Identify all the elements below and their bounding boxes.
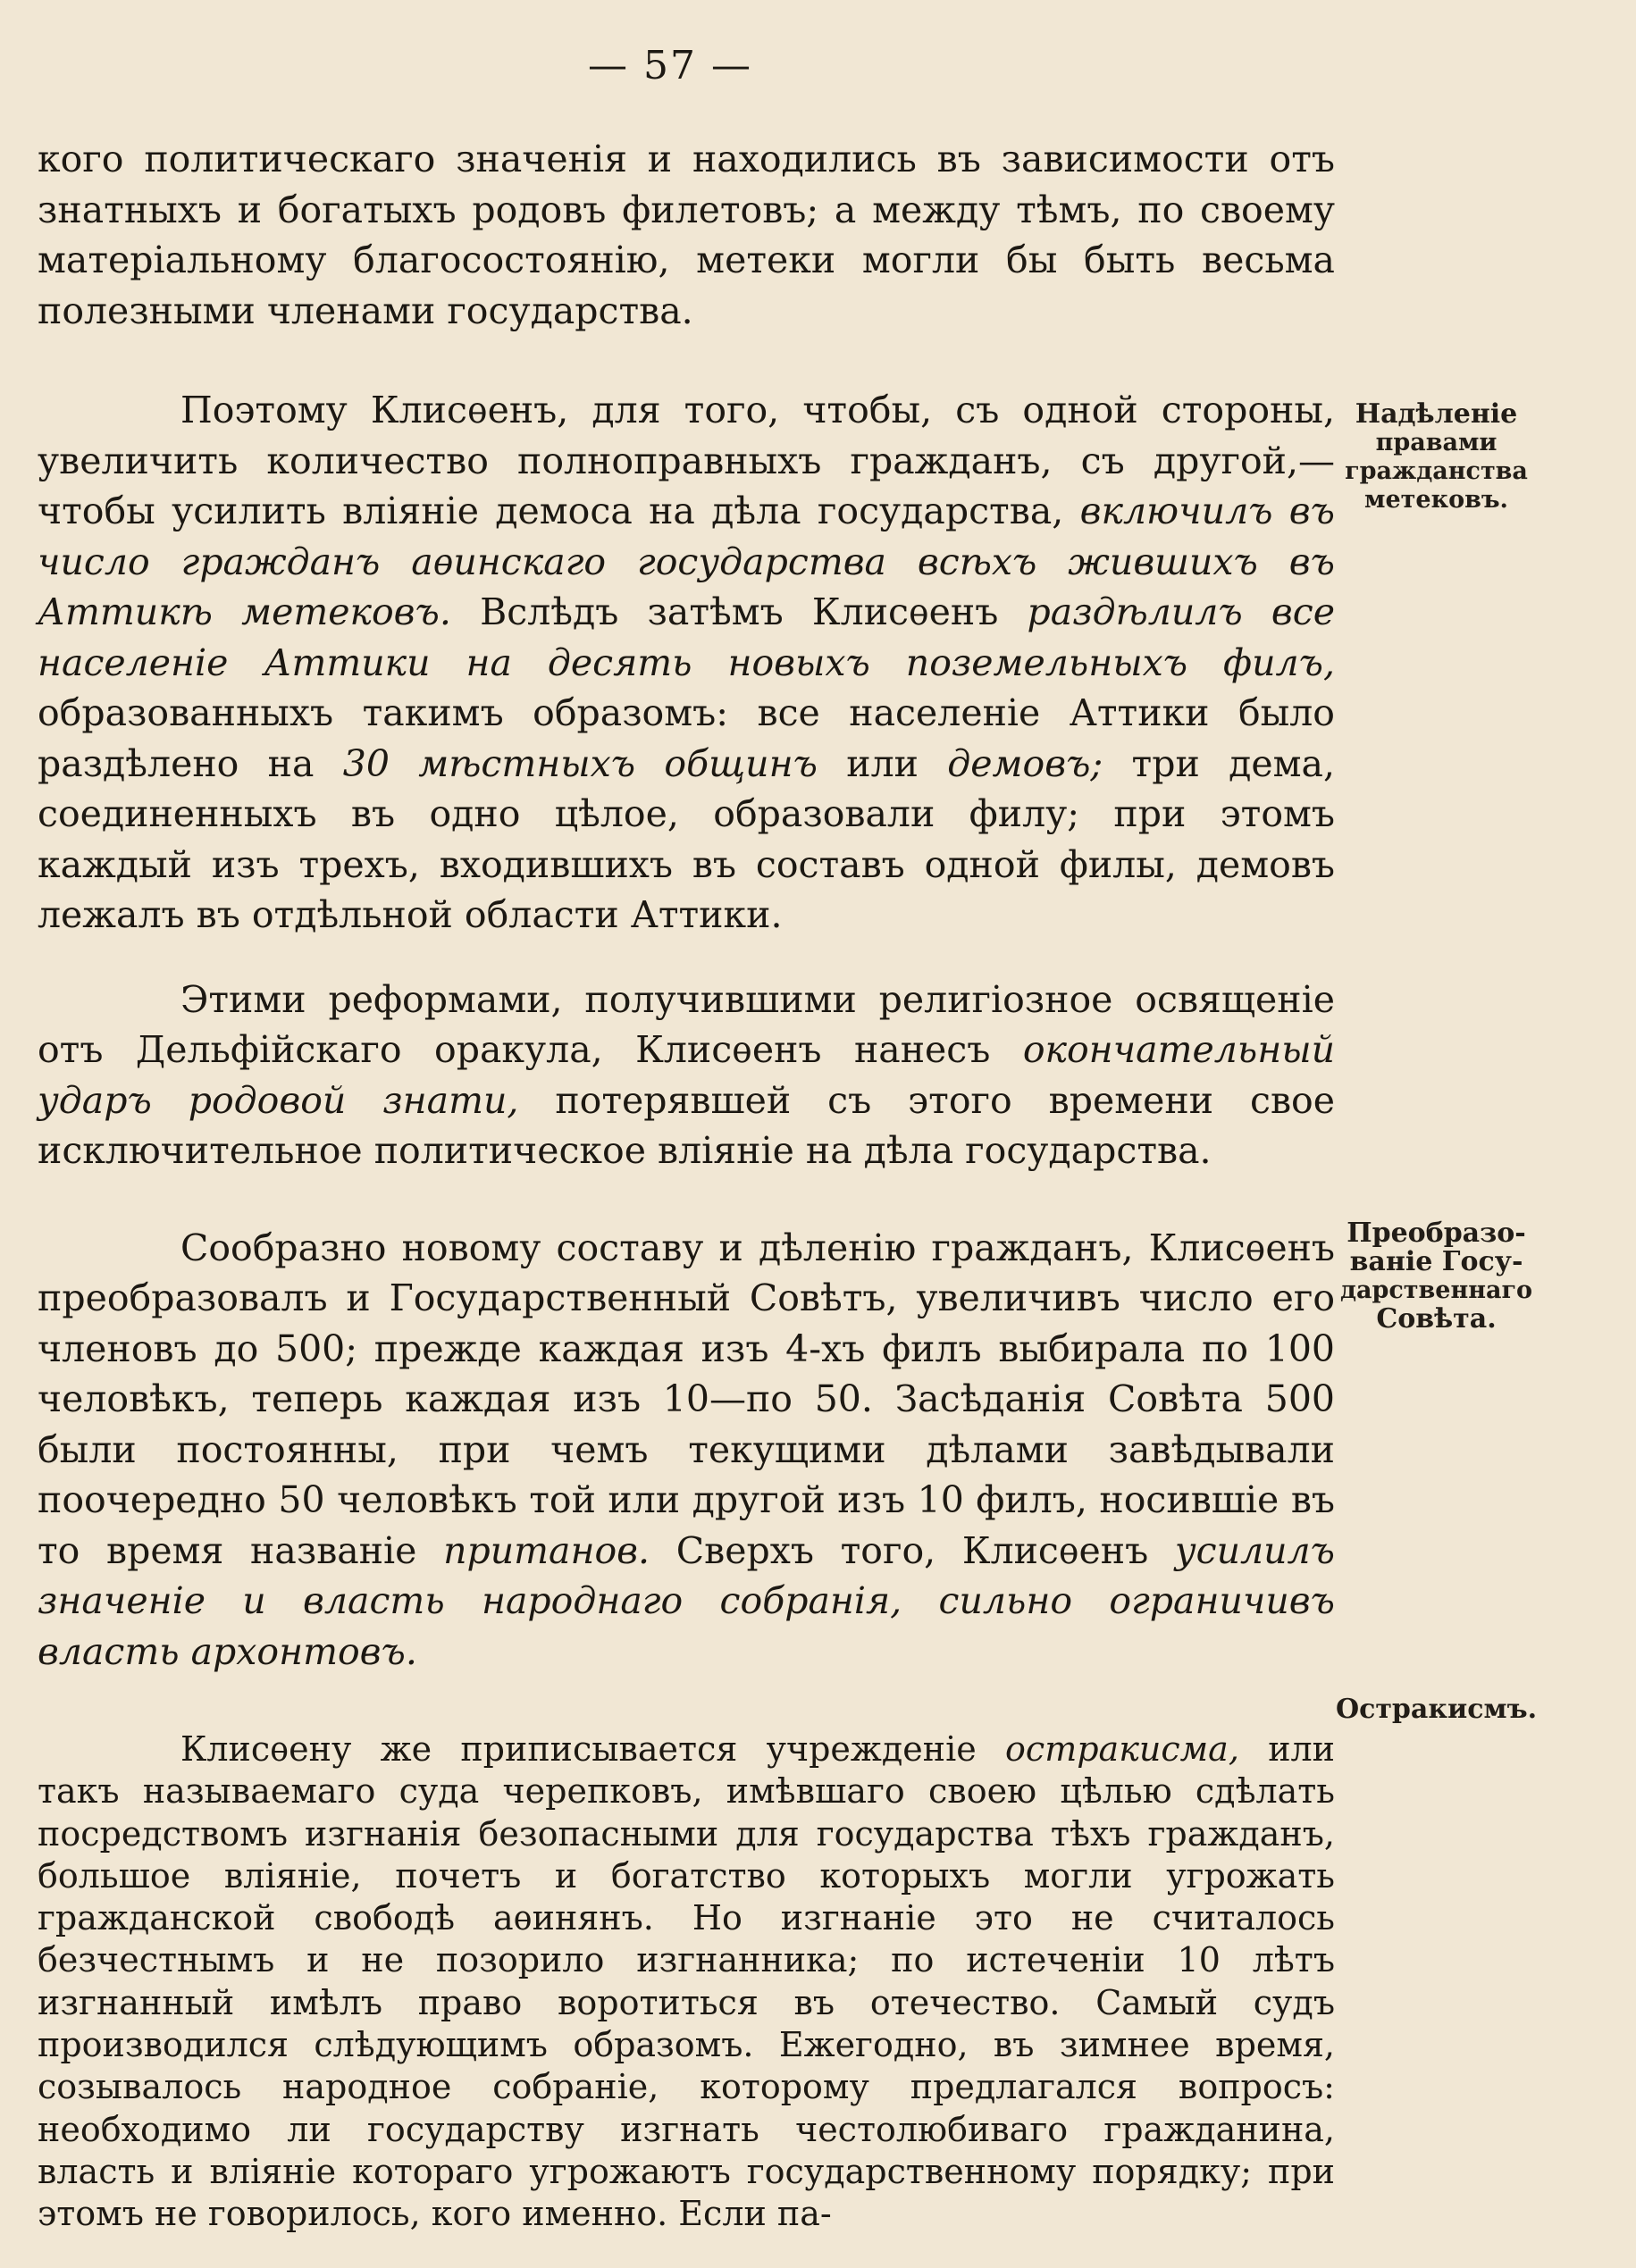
text-segment: кого политическаго значенія и находились въ зависимости отъ знатныхъ и богатыхъ родовъ филетовъ; а между тѣмъ, по своему матеріальному благосостоянію, метеки могли бы быть весьма полезными членами государства. [38,138,1335,332]
text-segment: Сверхъ того, Клисѳенъ [650,1528,1175,1572]
margin-note-council [1331,1219,1541,1334]
paragraph-4 [38,1223,1335,1678]
note-line: метековъ. [1364,486,1508,514]
emphasized-text: окончательный ударъ родовой знати, [38,1028,1335,1122]
text-segment: образованныхъ такимъ образомъ: все населеніе Аттики было раздѣлено на [38,691,1335,785]
text-segment: или [817,741,948,785]
note-line: ваніе Госу- [1349,1246,1523,1277]
paragraph-3 [38,975,1335,1176]
emphasized-text: 30 мѣстныхъ общинъ [342,741,818,785]
text-segment: три дема, соединенныхъ въ одно цѣлое, образовали филу; при этомъ каждый изъ трехъ, входившихъ въ составъ одной филы, демовъ лежалъ въ отдѣльной области Аттики. [38,741,1335,936]
emphasized-text: остракисма, [1005,1729,1239,1769]
paragraph-2 [38,385,1335,941]
text-segment: Сообразно новому составу и дѣленію гражданъ, Клисѳенъ преобразовалъ и Государственный Совѣтъ, увеличивъ число его членовъ до 500; прежде каждая изъ 4-хъ филъ выбирала по 100 человѣкъ, теперь каждая изъ 10—по 50. Засѣданія Совѣта 500 были постоянны, при чемъ текущими дѣлами завѣдывали поочередно 50 человѣкъ той или другой изъ 10 филъ, носившіе въ то время названіе [38,1226,1335,1572]
note-line: Остракисмъ. [1335,1694,1538,1725]
note-line: Преобразо- [1347,1218,1526,1249]
paragraph-1 [38,134,1335,336]
text-segment: Вслѣдъ затѣмъ Клисѳенъ [450,590,1028,633]
emphasized-text: усилилъ значеніе и власть народнаго собранія, сильно ограничивъ власть архонтовъ. [38,1528,1335,1673]
main-text [38,134,1335,2236]
emphasized-text: включилъ въ число гражданъ аѳинскаго государства всѣхъ жившихъ въ Аттикѣ метековъ. [38,490,1335,633]
text-segment: потерявшей съ этого времени свое исключительное политическое вліяніе на дѣла государства. [38,1078,1335,1172]
note-line: дарственнаго [1339,1276,1533,1304]
emphasized-text: демовъ; [947,741,1103,785]
text-segment: или такъ называемаго суда черепковъ, имѣвшаго своею цѣлью сдѣлать посредствомъ изгнанія безопасными для государства тѣхъ гражданъ, большое вліяніе, почетъ и богатство которыхъ могли угрожать гражданской свободѣ аѳинянъ. Но изгнаніе это не считалось безчестнымъ и не позорило изгнанника; по истеченіи 10 лѣтъ изгнанный имѣлъ право воротиться въ отечество. Самый судъ производился слѣдующимъ образомъ. Ежегодно, въ зимнее время, созывалось народное собраніе, которому предлагался вопросъ: необходимо ли государству изгнать честолюбиваго гражданина, власть и вліяніе котораго угрожаютъ государственному порядку; при этомъ не говорилось, кого именно. Если па- [38,1729,1335,2234]
text-segment: Этими реформами, получившими религіозное освященіе отъ Дельфійскаго оракула, Клисѳенъ нанесъ [38,977,1335,1071]
margin-note-ostracism [1331,1695,1541,1724]
emphasized-text: пританов. [443,1528,650,1572]
note-line: гражданства [1345,457,1528,485]
note-line: Совѣта. [1376,1303,1497,1335]
text-segment: Поэтому Клисѳенъ, для того, чтобы, съ одной стороны, увеличить количество полноправныхъ гражданъ, съ другой,—чтобы усилить вліяніе демоса на дѣла государства, [38,389,1335,532]
note-line: правами [1375,429,1498,456]
paragraph-5 [38,1728,1335,2236]
text-segment: Клисѳену же приписывается учрежденіе [180,1729,1006,1769]
note-line: Надѣленіе [1355,398,1518,430]
page-number: — 57 — [588,43,752,88]
emphasized-text: раздѣлилъ все населеніе Аттики на десять новыхъ поземельныхъ филъ, [38,590,1335,684]
margin-note-metics [1331,400,1541,515]
